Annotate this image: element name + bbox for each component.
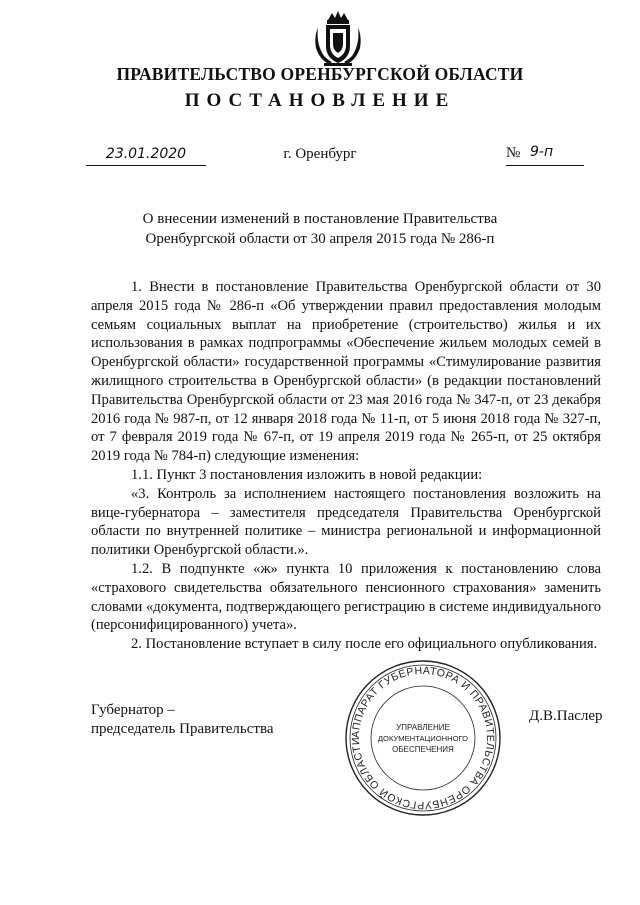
paragraph-1-2: 1.2. В подпункте «ж» пункта 10 приложения к постановлению слова «страхового свидетельства обязательного пенсионного страхования» заменить словами «документа, подтверждающего регистрацию в системе индивидуального (персонифицированного) учета». — [91, 560, 601, 634]
paragraph-quote: «3. Контроль за исполнением настоящего постановления возложить на вице-губернатора – заместителя председателя Правительства Оренбургской области по внутренней политике – министра региональной и информационной политики Оренбургской области.». — [91, 485, 601, 559]
paragraph-1-1: 1.1. Пункт 3 постановления изложить в новой редакции: — [131, 466, 483, 483]
stamp-ring-text: АППАРАТ ГУБЕРНАТОРА И ПРАВИТЕЛЬСТВА ОРЕНБУРГСКОЙ ОБЛАСТИ — [349, 664, 497, 812]
city: г. Оренбург — [283, 146, 357, 162]
official-stamp — [343, 658, 503, 818]
stamp-line-2: ДОКУМЕНТАЦИОННОГО — [377, 734, 469, 743]
signatory-title — [91, 701, 274, 739]
paragraph-1: 1. Внести в постановление Правительства Оренбургской области от 30 апреля 2015 года № 286-п «Об утверждении правил предоставления молодым семьям социальных выплат на приобретение (строительство) жилья и их использования в рамках подпрограммы «Обеспечение жильем молодых семей в Оренбургской области» государственной программы «Стимулирование развития жилищного строительства в Оренбургской области» (в редакции постановлений Правительства Оренбургской области от 23 мая 2016 года № 347-п, от 23 декабря 2016 года № 987-п, от 12 января 2018 года № 11-п, от 5 июня 2018 года № 327-п, от 7 февраля 2019 года № 67-п, от 19 апреля 2019 года № 265-п, от 25 октября 2019 года № 784-п) следующие изменения: — [91, 279, 601, 465]
signatory-title-line-2: председатель Правительства — [91, 721, 274, 737]
signatory-title-line-1: Губернатор – — [91, 702, 175, 718]
number-value: 9-п — [530, 144, 554, 160]
stamp-line-1: УПРАВЛЕНИЕ — [396, 723, 450, 732]
subject-line-2: Оренбургской области от 30 апреля 2015 года № 286-п — [145, 231, 495, 247]
date-value: 23.01.2020 — [105, 146, 187, 162]
document-subject — [100, 209, 540, 249]
document-type: ПОСТАНОВЛЕНИЕ — [184, 90, 456, 111]
government-title: ПРАВИТЕЛЬСТВО ОРЕНБУРГСКОЙ ОБЛАСТИ — [116, 64, 524, 84]
stamp-line-3: ОБЕСПЕЧЕНИЯ — [392, 745, 454, 754]
number-field — [506, 145, 584, 166]
paragraph-2: 2. Постановление вступает в силу после его официального опубликования. — [131, 636, 598, 653]
signatory-name: Д.В.Паслер — [529, 708, 603, 724]
document-body — [91, 278, 601, 654]
subject-line-1: О внесении изменений в постановление Правительства — [142, 211, 498, 227]
coat-of-arms-icon — [314, 10, 362, 68]
number-label: № — [506, 145, 521, 161]
